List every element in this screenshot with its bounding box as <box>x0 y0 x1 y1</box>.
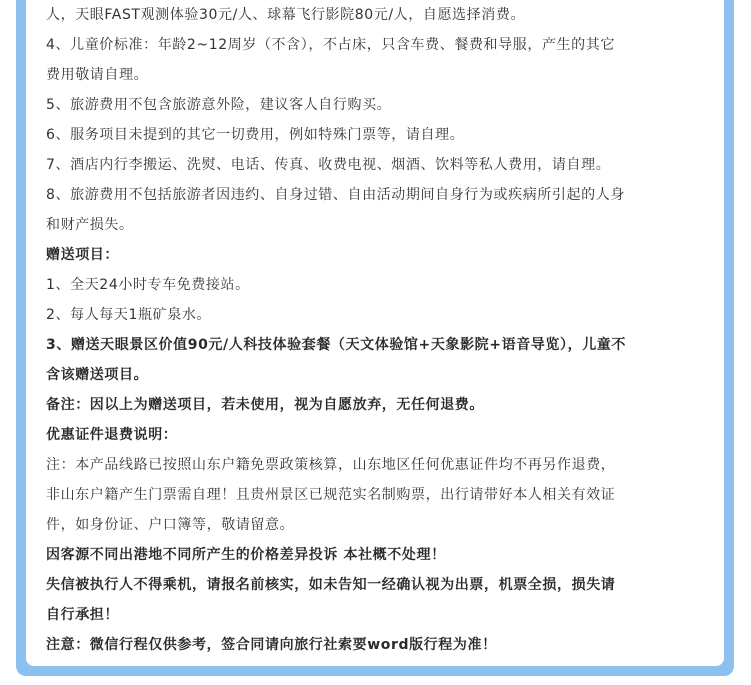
section-heading: 赠送项目： <box>46 247 119 263</box>
notice-line: 自行承担！ <box>46 607 119 623</box>
text-line: 3、赠送天眼景区价值90元/人科技体验套餐（天文体验馆+天象影院+语音导览），儿童不 <box>46 337 626 353</box>
text-line: 件，如身份证、户口簿等，敬请留意。 <box>46 517 295 533</box>
text-line: 1、全天24小时专车免费接站。 <box>46 277 250 293</box>
notes-text-block <box>46 0 706 660</box>
text-line: 5、旅游费用不包含旅游意外险，建议客人自行购买。 <box>46 97 392 113</box>
text-line: 注：本产品线路已按照山东户籍免票政策核算，山东地区任何优惠证件均不再另作退费， <box>46 457 616 473</box>
text-line: 2、每人每天1瓶矿泉水。 <box>46 307 212 323</box>
remark-line: 备注：因以上为赠送项目，若未使用，视为自愿放弃，无任何退费。 <box>46 397 484 413</box>
notice-line: 因客源不同出港地不同所产生的价格差异投诉 本社概不处理！ <box>46 547 446 563</box>
text-line: 6、服务项目未提到的其它一切费用，例如特殊门票等，请自理。 <box>46 127 465 143</box>
notice-line: 注意：微信行程仅供参考，签合同请向旅行社索要word版行程为准！ <box>46 637 497 653</box>
text-line: 4、儿童价标准：年龄2~12周岁（不含），不占床，只含车费、餐费和导服，产生的其它 <box>46 37 615 53</box>
section-heading: 优惠证件退费说明： <box>46 427 178 443</box>
text-line: 非山东户籍产生门票需自理！且贵州景区已规范实名制购票，出行请带好本人相关有效证 <box>46 487 616 503</box>
text-line: 含该赠送项目。 <box>46 367 149 383</box>
notice-line: 失信被执行人不得乘机，请报名前核实，如未告知一经确认视为出票，机票全损，损失请 <box>46 577 616 593</box>
text-line: 7、酒店内行李搬运、洗熨、电话、传真、收费电视、烟酒、饮料等私人费用，请自理。 <box>46 157 611 173</box>
text-line: 费用敬请自理。 <box>46 67 149 83</box>
text-line: 8、旅游费用不包括旅游者因违约、自身过错、自由活动期间自身行为或疾病所引起的人身 <box>46 187 625 203</box>
text-line: 和财产损失。 <box>46 217 134 233</box>
text-line: 人，天眼FAST观测体验30元/人、球幕飞行影院80元/人，自愿选择消费。 <box>46 7 526 23</box>
